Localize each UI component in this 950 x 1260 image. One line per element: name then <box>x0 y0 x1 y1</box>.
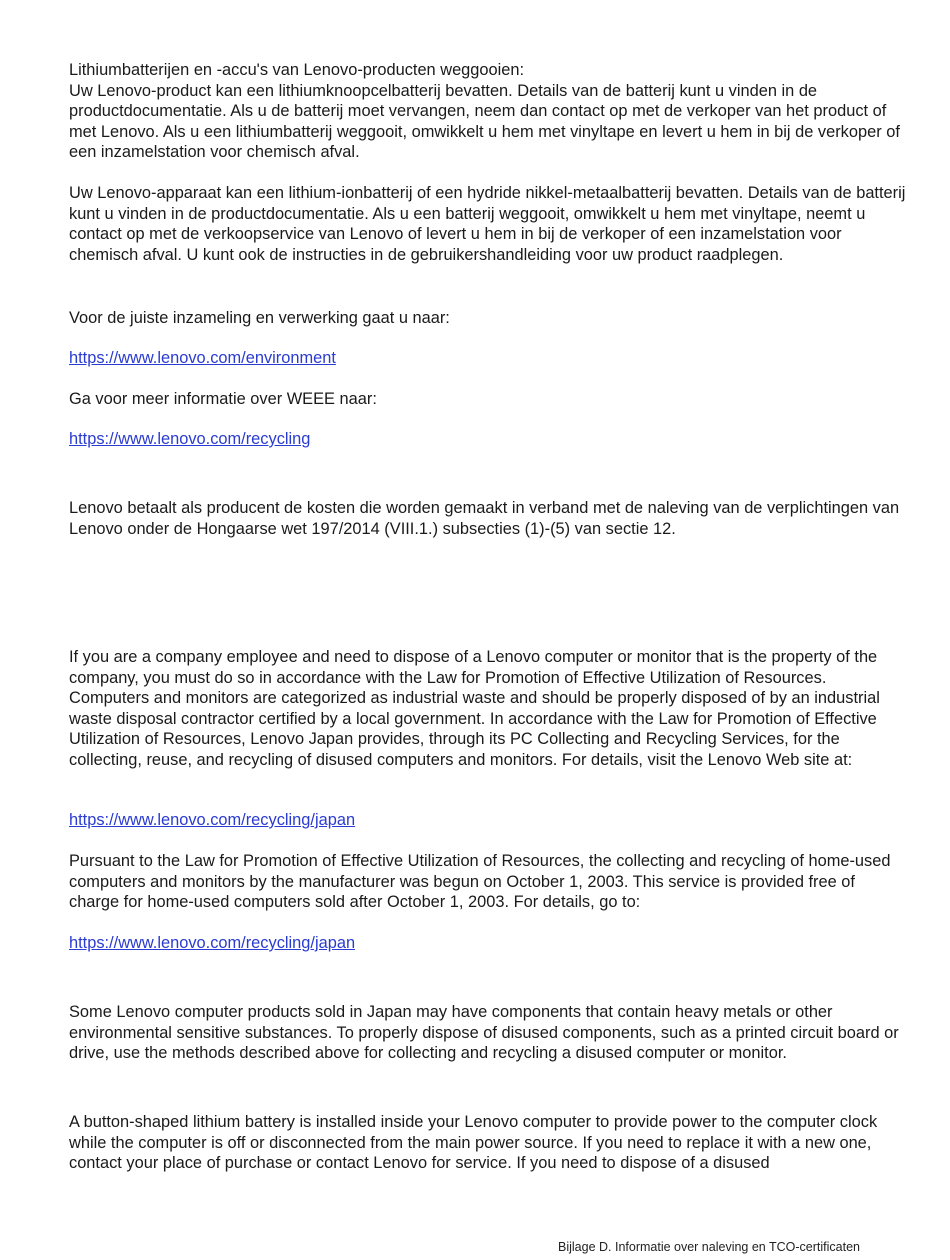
japan-link-1-block <box>69 810 909 831</box>
recycling-link-block <box>69 429 909 450</box>
paragraph: Voor de juiste inzameling en verwerking gaat u naar: <box>69 309 450 327</box>
japan-home-paragraph <box>69 851 909 913</box>
environment-link[interactable]: https://www.lenovo.com/environment <box>69 349 336 367</box>
paragraph: Lenovo betaalt als producent de kosten die worden gemaakt in verband met de naleving van de verplichtingen van Lenovo onder de Hongaarse wet 197/2014 (VIII.1.) subsecties (1)-(5) van sectie 12. <box>69 499 900 538</box>
japan-lithium-paragraph <box>69 1112 909 1174</box>
nl-battery-paragraph-2 <box>69 183 909 265</box>
weee-paragraph <box>69 389 909 410</box>
paragraph: Ga voor meer informatie over WEEE naar: <box>69 390 377 408</box>
environment-link-block <box>69 348 909 369</box>
japan-link-2-block <box>69 933 909 954</box>
paragraph: If you are a company employee and need to dispose of a Lenovo computer or monitor that is the property of the company, you must do so in accordance with the Law for Promotion of Effective Utilization of Resources. Computers and monitors are categorized as industrial waste and should be properly disposed of by an industrial waste disposal contractor certified by a local government. In accordance with the Law for Promotion of Effective Utilization of Resources, Lenovo Japan provides, through its PC Collecting and Recycling Services, for the collecting, reuse, and recycling of disused computers and monitors. For details, visit the Lenovo Web site at: <box>69 648 880 769</box>
paragraph: Uw Lenovo-product kan een lithiumknoopcelbatterij bevatten. Details van de batterij kunt u vinden in de productdocumentatie. Als u de batterij moet vervangen, neem dan contact op met de verkoper van het product of met Lenovo. Als u een lithiumbatterij weggooit, omwikkelt u hem met vinyltape en levert u hem in bij de verkoper of een inzamelstation voor chemisch afval. <box>69 81 900 162</box>
paragraph: Pursuant to the Law for Promotion of Effective Utilization of Resources, the collecting and recycling of home-used computers and monitors by the manufacturer was begun on October 1, 2003. This service is provided free of charge for home-used computers sold after October 1, 2003. For details, go to: <box>69 852 891 912</box>
paragraph: Some Lenovo computer products sold in Japan may have components that contain heavy metals or other environmental sensitive substances. To properly dispose of disused components, such as a printed circuit board or drive, use the methods described above for collecting and recycling a disused computer or monitor. <box>69 1003 899 1063</box>
nl-collection-paragraph <box>69 308 909 329</box>
paragraph: Uw Lenovo-apparaat kan een lithium-ionbatterij of een hydride nikkel-metaalbatterij bevatten. Details van de batterij kunt u vinden in de productdocumentatie. Als u een batterij weggooit, omwikkelt u hem met vinyltape, neemt u contact op met de verkoopservice van Lenovo of levert u hem in bij de verkoper of een inzamelstation voor chemisch afval. U kunt ook de instructies in de gebruikershandleiding voor uw product raadplegen. <box>69 184 906 264</box>
japan-heavy-metals-paragraph <box>69 1002 909 1064</box>
page-footer <box>558 1240 860 1254</box>
footer-text: Bijlage D. Informatie over naleving en TCO-certificaten <box>558 1240 860 1254</box>
japan-company-paragraph <box>69 647 909 771</box>
recycling-japan-link[interactable]: https://www.lenovo.com/recycling/japan <box>69 934 356 952</box>
recycling-japan-link[interactable]: https://www.lenovo.com/recycling/japan <box>69 811 356 829</box>
paragraph: A button-shaped lithium battery is installed inside your Lenovo computer to provide power to the computer clock while the computer is off or disconnected from the main power source. If you need to replace it with a new one, contact your place of purchase or contact Lenovo for service. If you need to dispose of a disused <box>69 1113 878 1173</box>
nl-battery-section <box>69 60 909 163</box>
section-heading: Lithiumbatterijen en -accu's van Lenovo-producten weggooien: <box>69 61 525 79</box>
recycling-link[interactable]: https://www.lenovo.com/recycling <box>69 430 311 448</box>
hungary-paragraph <box>69 498 909 539</box>
